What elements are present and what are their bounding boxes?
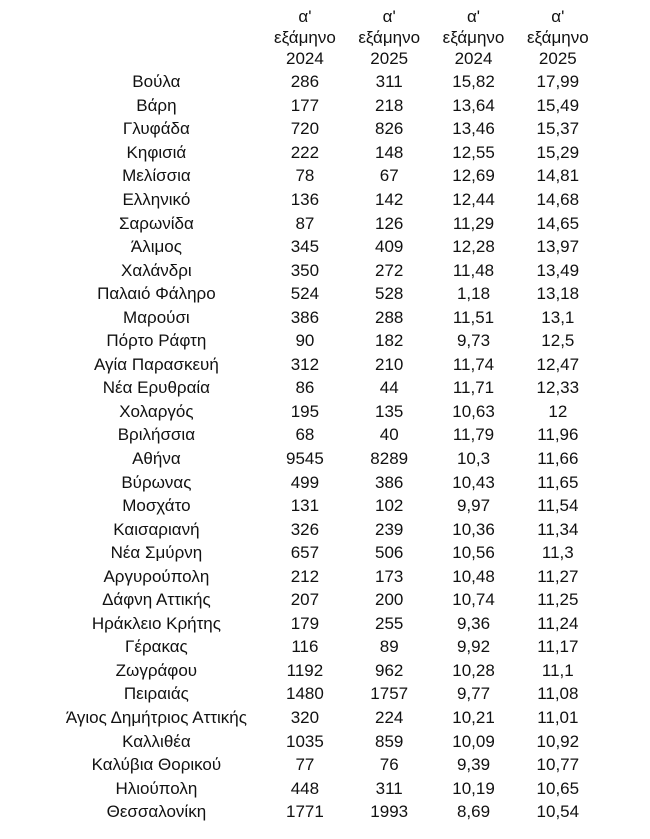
header-line: α' <box>466 7 481 26</box>
row-value-col3: 9,36 <box>456 613 491 633</box>
row-value-col2: 67 <box>379 166 399 186</box>
header-line: εξάμηνο <box>526 28 589 47</box>
row-value-col4: 14,65 <box>536 213 580 233</box>
row-value-col4: 11,24 <box>537 613 579 633</box>
table-row <box>50 447 600 471</box>
row-name-cell: Ηράκλειο Κρήτης <box>91 613 221 633</box>
table-row <box>50 588 600 612</box>
row-value-col2: 142 <box>375 190 404 209</box>
row-value-col1: 286 <box>290 72 320 92</box>
row-value-col2: 386 <box>375 472 404 492</box>
row-value-col2: 210 <box>375 354 404 374</box>
row-value-col2: 148 <box>375 142 404 162</box>
table-row <box>50 682 600 706</box>
row-value-col4: 13,1 <box>541 307 575 327</box>
row-value-col4: 12 <box>548 401 568 421</box>
header-line: 2024 <box>454 49 493 68</box>
row-value-col3: 12,55 <box>452 142 495 162</box>
row-value-col1: 9545 <box>286 449 324 469</box>
table-row <box>50 70 600 94</box>
row-name-cell: Πειραιάς <box>123 684 189 704</box>
row-name-cell: Καλλιθέα <box>122 731 191 751</box>
table-row <box>50 470 600 494</box>
header-cell-col4 <box>516 6 600 70</box>
row-name-cell: Θεσσαλονίκη <box>106 802 207 822</box>
row-value-col3: 9,73 <box>456 331 491 351</box>
row-name-cell: Δάφνη Αττικής <box>102 590 211 610</box>
row-value-col1: 1192 <box>286 660 324 680</box>
row-name-cell: Σαρωνίδα <box>118 213 194 233</box>
row-value-col4: 11,34 <box>537 519 579 539</box>
row-name-cell: Άγιος Δημήτριος Αττικής <box>65 708 247 728</box>
header-row <box>50 6 600 70</box>
row-name-cell: Αγία Παρασκευή <box>93 354 219 374</box>
table-row <box>50 235 600 259</box>
header-line: 2024 <box>286 49 324 68</box>
row-value-col3: 10,36 <box>452 519 495 539</box>
row-value-col4: 11,27 <box>537 566 579 586</box>
row-value-col1: 212 <box>290 566 320 586</box>
header-line: 2025 <box>370 49 409 68</box>
row-value-col3: 12,28 <box>452 237 495 257</box>
row-value-col1: 1035 <box>286 731 324 751</box>
row-name-cell: Γέρακας <box>125 637 188 657</box>
row-value-col1: 222 <box>290 142 320 162</box>
row-value-col4: 15,37 <box>536 119 580 139</box>
table-row <box>50 776 600 800</box>
row-value-col4: 17,99 <box>536 72 580 92</box>
table-row <box>50 753 600 777</box>
row-value-col1: 499 <box>290 472 320 492</box>
table-row <box>50 117 600 141</box>
row-value-col3: 9,77 <box>456 684 491 704</box>
row-name-cell: Μαρούσι <box>123 307 190 327</box>
row-value-col2: 859 <box>375 731 404 751</box>
row-name-cell: Αθήνα <box>132 449 181 469</box>
row-value-col2: 8289 <box>370 449 409 469</box>
row-value-col1: 657 <box>290 543 320 563</box>
row-value-col3: 10,48 <box>452 566 495 586</box>
row-value-col2: 272 <box>375 260 404 280</box>
row-value-col2: 1993 <box>370 802 409 822</box>
table-row <box>50 659 600 683</box>
header-line: α' <box>298 7 312 26</box>
row-value-col1: 177 <box>290 95 320 115</box>
row-value-col1: 448 <box>290 778 320 798</box>
row-value-col4: 13,49 <box>536 260 580 280</box>
row-value-col1: 195 <box>290 401 320 421</box>
table-row <box>50 94 600 118</box>
header-cell-col1 <box>263 6 347 70</box>
row-name-cell: Βάρη <box>136 95 177 115</box>
row-value-col3: 10,21 <box>452 708 495 728</box>
row-value-col1: 90 <box>295 331 315 351</box>
table-row <box>50 517 600 541</box>
row-value-col2: 528 <box>375 284 404 304</box>
row-name-cell: Βύρωνας <box>121 472 192 492</box>
row-value-col3: 12,44 <box>452 190 495 209</box>
row-value-col4: 11,01 <box>537 708 579 728</box>
row-value-col2: 89 <box>379 637 399 657</box>
row-value-col3: 11,71 <box>452 378 495 398</box>
header-line: εξάμηνο <box>358 28 421 47</box>
row-name-cell: Χολαργός <box>119 401 194 421</box>
row-value-col3: 15,82 <box>452 72 495 92</box>
row-value-col4: 12,5 <box>541 331 575 351</box>
row-value-col4: 10,92 <box>536 731 580 751</box>
table-header <box>50 6 600 70</box>
row-value-col4: 10,54 <box>536 802 580 822</box>
row-value-col2: 126 <box>375 213 404 233</box>
row-value-col1: 326 <box>290 519 320 539</box>
row-name-cell: Άλιμος <box>130 237 182 257</box>
row-value-col1: 116 <box>291 637 319 657</box>
row-value-col1: 136 <box>290 190 320 209</box>
row-name-cell: Καισαριανή <box>113 519 200 539</box>
row-value-col2: 182 <box>375 331 404 351</box>
table-row <box>50 400 600 424</box>
table-row <box>50 258 600 282</box>
row-value-col1: 131 <box>290 496 320 516</box>
row-value-col4: 14,68 <box>536 190 580 209</box>
row-name-cell: Νέα Σμύρνη <box>110 543 203 563</box>
row-name-cell: Πόρτο Ράφτη <box>106 331 207 351</box>
row-value-col3: 10,28 <box>452 660 495 680</box>
row-value-col1: 207 <box>290 590 320 610</box>
row-value-col2: 224 <box>375 708 404 728</box>
row-value-col3: 10,19 <box>452 778 495 798</box>
row-value-col2: 200 <box>375 590 404 610</box>
header-line: α' <box>382 7 396 26</box>
row-name-cell: Χαλάνδρι <box>121 260 192 280</box>
row-name-cell: Γλυφάδα <box>122 119 190 139</box>
table-row <box>50 706 600 730</box>
row-value-col1: 78 <box>295 166 315 186</box>
table-row <box>50 800 600 824</box>
row-value-col4: 10,77 <box>536 755 580 775</box>
table-row <box>50 164 600 188</box>
row-value-col3: 10,63 <box>452 401 495 421</box>
row-name-cell: Καλύβια Θορικού <box>91 755 222 775</box>
row-value-col1: 1480 <box>286 684 324 704</box>
row-name-cell: Νέα Ερυθραία <box>102 378 211 398</box>
row-value-col3: 11,29 <box>452 213 495 233</box>
row-value-col2: 44 <box>379 378 399 398</box>
header-line: εξάμηνο <box>442 28 505 47</box>
header-line: α' <box>551 7 565 26</box>
row-name-cell: Μελίσσια <box>122 166 191 186</box>
row-value-col2: 826 <box>375 119 404 139</box>
row-value-col2: 40 <box>379 425 399 445</box>
row-value-col2: 239 <box>375 519 404 539</box>
row-value-col3: 10,74 <box>452 590 495 610</box>
row-value-col1: 68 <box>295 425 315 445</box>
row-value-col4: 15,29 <box>536 142 580 162</box>
row-name-cell: Ζωγράφου <box>115 660 198 680</box>
row-value-col1: 179 <box>290 613 320 633</box>
row-value-col4: 11,1 <box>541 660 574 680</box>
row-value-col4: 11,3 <box>541 543 574 563</box>
row-name-cell: Βριλήσσια <box>117 425 196 445</box>
row-value-col4: 11,65 <box>537 472 579 492</box>
row-value-col2: 409 <box>375 237 404 257</box>
row-value-col3: 8,69 <box>456 802 491 822</box>
table-row <box>50 329 600 353</box>
table-row <box>50 729 600 753</box>
row-value-col4: 11,08 <box>537 684 579 704</box>
row-value-col2: 1757 <box>370 684 409 704</box>
row-value-col3: 1,18 <box>456 284 491 304</box>
row-value-col4: 11,25 <box>537 590 579 610</box>
header-cell-name <box>50 6 263 70</box>
row-value-col4: 12,47 <box>536 354 580 374</box>
header-cell-col3 <box>431 6 515 70</box>
table-row <box>50 305 600 329</box>
row-value-col3: 13,46 <box>452 119 495 139</box>
row-name-cell: Κηφισιά <box>126 142 187 162</box>
row-value-col1: 320 <box>290 708 320 728</box>
row-value-col2: 311 <box>375 778 403 798</box>
row-value-col4: 15,49 <box>536 95 580 115</box>
row-value-col2: 311 <box>375 72 403 92</box>
data-table <box>50 6 600 824</box>
row-value-col4: 11,96 <box>537 425 579 445</box>
row-value-col3: 10,09 <box>452 731 495 751</box>
row-value-col3: 12,69 <box>452 166 495 186</box>
row-value-col1: 524 <box>290 284 320 304</box>
table-row <box>50 612 600 636</box>
row-name-cell: Ηλιούπολη <box>115 778 198 798</box>
table-row <box>50 211 600 235</box>
row-value-col3: 9,92 <box>456 637 491 657</box>
row-value-col2: 288 <box>375 307 404 327</box>
table-row <box>50 376 600 400</box>
row-value-col3: 10,3 <box>456 449 491 469</box>
row-value-col2: 962 <box>375 660 404 680</box>
row-value-col4: 13,18 <box>536 284 580 304</box>
table-row <box>50 564 600 588</box>
row-name-cell: Αργυρούπολη <box>103 566 210 586</box>
row-name-cell: Βούλα <box>132 72 181 92</box>
table-row <box>50 494 600 518</box>
row-value-col1: 312 <box>290 354 320 374</box>
table-body <box>50 70 600 824</box>
row-value-col1: 77 <box>295 755 315 775</box>
table-row <box>50 141 600 165</box>
row-value-col3: 9,97 <box>456 496 491 516</box>
row-value-col4: 11,66 <box>537 449 579 469</box>
row-value-col2: 102 <box>375 496 404 516</box>
row-value-col3: 9,39 <box>456 755 491 775</box>
row-value-col3: 10,43 <box>452 472 495 492</box>
row-value-col3: 11,48 <box>452 260 495 280</box>
table-row <box>50 541 600 565</box>
row-value-col3: 11,51 <box>452 307 495 327</box>
header-cell-col2 <box>347 6 431 70</box>
row-name-cell: Ελληνικό <box>122 190 191 209</box>
row-name-cell: Παλαιό Φάληρο <box>97 284 216 304</box>
table-row <box>50 423 600 447</box>
row-value-col4: 13,97 <box>536 237 580 257</box>
row-value-col2: 255 <box>375 613 404 633</box>
header-line: 2025 <box>538 49 577 68</box>
row-value-col1: 345 <box>290 237 320 257</box>
table-row <box>50 635 600 659</box>
row-value-col4: 12,33 <box>536 378 580 398</box>
table-row <box>50 188 600 212</box>
row-value-col1: 350 <box>290 260 320 280</box>
row-value-col3: 13,64 <box>452 95 495 115</box>
row-value-col1: 87 <box>295 213 315 233</box>
row-value-col2: 218 <box>375 95 404 115</box>
header-line: εξάμηνο <box>274 28 336 47</box>
row-value-col2: 76 <box>379 755 399 775</box>
row-value-col3: 11,79 <box>452 425 495 445</box>
row-value-col1: 1771 <box>286 802 324 822</box>
row-value-col2: 506 <box>375 543 404 563</box>
row-value-col4: 10,65 <box>536 778 580 798</box>
row-value-col1: 86 <box>295 378 315 398</box>
row-value-col2: 173 <box>375 566 404 586</box>
row-value-col4: 14,81 <box>536 166 580 186</box>
row-value-col2: 135 <box>375 401 404 421</box>
table-row <box>50 353 600 377</box>
row-value-col3: 11,74 <box>452 354 495 374</box>
table-row <box>50 282 600 306</box>
row-value-col1: 720 <box>290 119 320 139</box>
row-value-col4: 11,17 <box>537 637 579 657</box>
row-value-col4: 11,54 <box>537 496 579 516</box>
row-value-col3: 10,56 <box>452 543 495 563</box>
row-value-col1: 386 <box>290 307 320 327</box>
row-name-cell: Μοσχάτο <box>122 496 191 516</box>
